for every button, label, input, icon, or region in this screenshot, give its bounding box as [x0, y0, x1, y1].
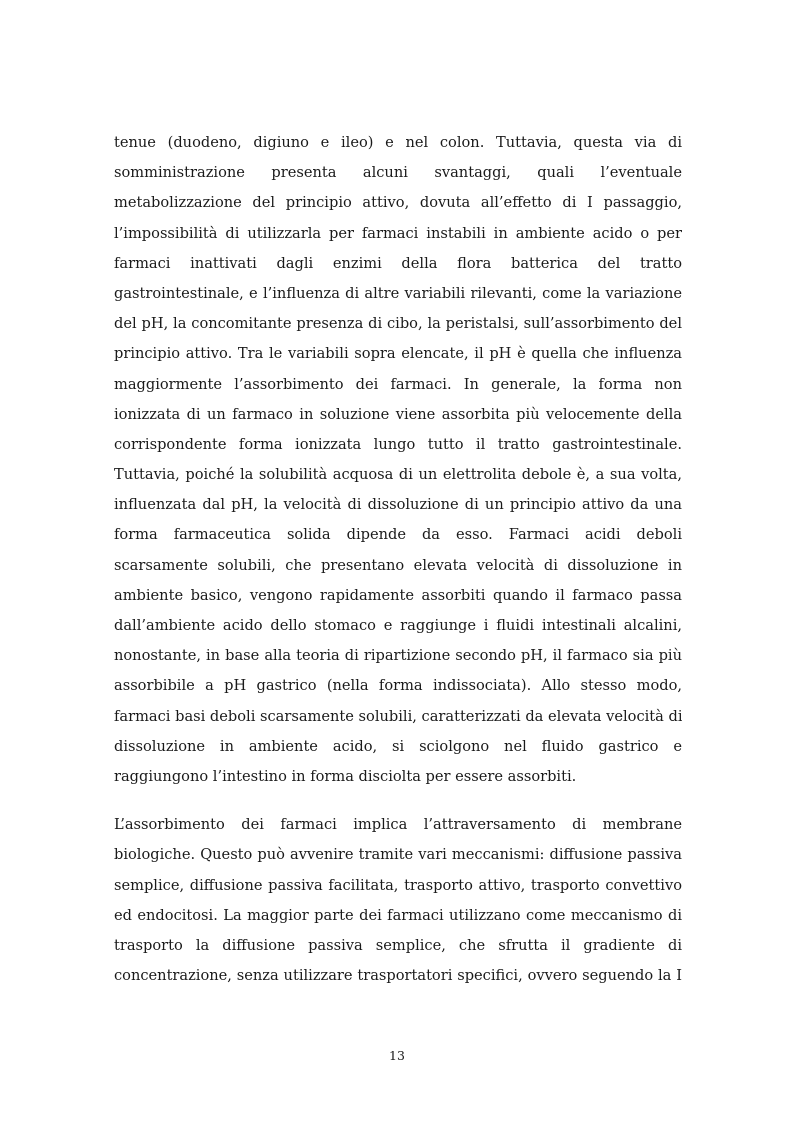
text-line: ed endocitosi. La maggior parte dei farmaci utilizzano come meccanismo di: [114, 906, 682, 924]
text-line: forma farmaceutica solida dipende da esso. Farmaci acidi deboli: [114, 526, 682, 544]
text-line: nonostante, in base alla teoria di ripartizione secondo pH, il farmaco sia più: [114, 647, 682, 665]
text-line: corrispondente forma ionizzata lungo tutto il tratto gastrointestinale.: [114, 435, 682, 453]
text-line: principio attivo. Tra le variabili sopra elencate, il pH è quella che influenza: [114, 345, 682, 363]
text-line: concentrazione, senza utilizzare trasportatori specifici, ovvero seguendo la I: [114, 967, 682, 985]
paragraph-1: [114, 128, 682, 792]
text-line: biologiche. Questo può avvenire tramite vari meccanismi: diffusione passiva: [114, 846, 682, 864]
text-line: l’impossibilità di utilizzarla per farmaci instabili in ambiente acido o per: [114, 224, 682, 242]
text-line: L’assorbimento dei farmaci implica l’attraversamento di membrane: [114, 816, 682, 834]
text-line: influenzata dal pH, la velocità di dissoluzione di un principio attivo da una: [114, 496, 682, 514]
text-line: semplice, diffusione passiva facilitata, trasporto attivo, trasporto convettivo: [114, 876, 682, 894]
text-line: assorbibile a pH gastrico (nella forma indissociata). Allo stesso modo,: [114, 677, 682, 695]
text-line: Tuttavia, poiché la solubilità acquosa di un elettrolita debole è, a sua volta,: [114, 466, 682, 484]
text-line: metabolizzazione del principio attivo, dovuta all’effetto di I passaggio,: [114, 194, 682, 212]
text-line: farmaci basi deboli scarsamente solubili, caratterizzati da elevata velocità di: [114, 707, 682, 725]
text-line: scarsamente solubili, che presentano elevata velocità di dissoluzione in: [114, 556, 682, 574]
text-line: ionizzata di un farmaco in soluzione viene assorbita più velocemente della: [114, 405, 682, 423]
text-line: somministrazione presenta alcuni svantaggi, quali l’eventuale: [114, 164, 682, 182]
page-body: [114, 128, 682, 991]
text-line: dall’ambiente acido dello stomaco e raggiunge i fluidi intestinali alcalini,: [114, 617, 682, 634]
text-line: tenue (duodeno, digiuno e ileo) e nel colon. Tuttavia, questa via di: [114, 134, 682, 151]
paragraph-2: [114, 810, 682, 991]
text-line: trasporto la diffusione passiva semplice, che sfrutta il gradiente di: [114, 936, 682, 954]
text-line: farmaci inattivati dagli enzimi della flora batterica del tratto: [114, 254, 682, 272]
text-line: raggiungono l’intestino in forma disciolta per essere assorbiti.: [114, 767, 577, 785]
page-number: 13: [389, 1048, 405, 1063]
paragraph-spacer: [114, 792, 682, 810]
text-line: gastrointestinale, e l’influenza di altre variabili rilevanti, come la variazione: [114, 284, 682, 302]
text-line: maggiormente l’assorbimento dei farmaci. In generale, la forma non: [114, 375, 682, 393]
text-line: ambiente basico, vengono rapidamente assorbiti quando il farmaco passa: [114, 586, 682, 604]
text-line: dissoluzione in ambiente acido, si sciolgono nel fluido gastrico e: [114, 737, 682, 755]
text-line: del pH, la concomitante presenza di cibo, la peristalsi, sull’assorbimento del: [114, 315, 682, 333]
